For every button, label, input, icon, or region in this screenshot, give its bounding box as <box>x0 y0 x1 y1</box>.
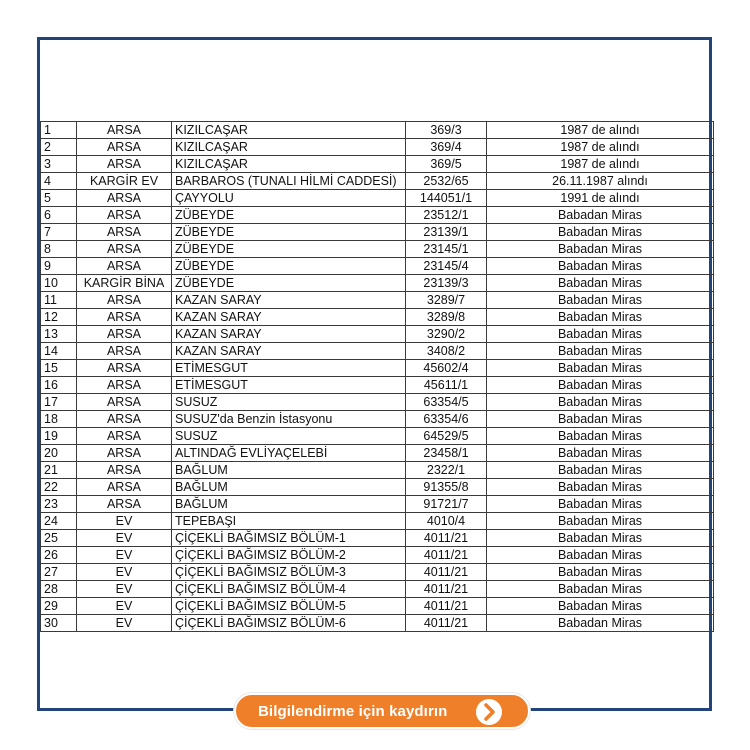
cell-parcel: 3290/2 <box>406 326 487 343</box>
cell-number: 22 <box>41 479 77 496</box>
table-row <box>41 513 714 530</box>
cell-note: Babadan Miras <box>487 564 714 581</box>
table-row <box>41 241 714 258</box>
cell-property-type: ARSA <box>77 411 172 428</box>
cell-number: 19 <box>41 428 77 445</box>
cell-note: Babadan Miras <box>487 513 714 530</box>
cell-property-type: ARSA <box>77 156 172 173</box>
table-row <box>41 360 714 377</box>
cell-property-type: ARSA <box>77 479 172 496</box>
cell-parcel: 91355/8 <box>406 479 487 496</box>
cell-note: 1991 de alındı <box>487 190 714 207</box>
cell-location: KAZAN SARAY <box>172 326 406 343</box>
cell-parcel: 3408/2 <box>406 343 487 360</box>
cell-parcel: 23145/1 <box>406 241 487 258</box>
cell-note: Babadan Miras <box>487 547 714 564</box>
cell-number: 20 <box>41 445 77 462</box>
cell-number: 27 <box>41 564 77 581</box>
cell-note: Babadan Miras <box>487 598 714 615</box>
table-row <box>41 411 714 428</box>
cell-note: Babadan Miras <box>487 326 714 343</box>
scroll-for-info-button[interactable] <box>234 693 530 729</box>
cell-parcel: 63354/6 <box>406 411 487 428</box>
cell-number: 3 <box>41 156 77 173</box>
cell-location: ÇAYYOLU <box>172 190 406 207</box>
cell-parcel: 2532/65 <box>406 173 487 190</box>
cell-parcel: 369/4 <box>406 139 487 156</box>
cell-property-type: ARSA <box>77 309 172 326</box>
cell-location: ÇİÇEKLİ BAĞIMSIZ BÖLÜM-6 <box>172 615 406 632</box>
table-row <box>41 275 714 292</box>
table-row <box>41 207 714 224</box>
cell-note: Babadan Miras <box>487 360 714 377</box>
table-row <box>41 462 714 479</box>
table-row <box>41 190 714 207</box>
table-row <box>41 479 714 496</box>
cell-note: Babadan Miras <box>487 496 714 513</box>
cell-parcel: 45611/1 <box>406 377 487 394</box>
cell-note: Babadan Miras <box>487 343 714 360</box>
cell-location: ETİMESGUT <box>172 377 406 394</box>
cell-property-type: EV <box>77 547 172 564</box>
cell-location: ÇİÇEKLİ BAĞIMSIZ BÖLÜM-5 <box>172 598 406 615</box>
cell-parcel: 23139/1 <box>406 224 487 241</box>
cell-property-type: EV <box>77 530 172 547</box>
cell-note: 1987 de alındı <box>487 122 714 139</box>
cell-location: KIZILCAŞAR <box>172 139 406 156</box>
table-row <box>41 496 714 513</box>
cell-number: 8 <box>41 241 77 258</box>
table-row <box>41 122 714 139</box>
cell-note: 1987 de alındı <box>487 139 714 156</box>
cell-number: 9 <box>41 258 77 275</box>
cell-number: 16 <box>41 377 77 394</box>
cell-location: ZÜBEYDE <box>172 207 406 224</box>
cell-number: 24 <box>41 513 77 530</box>
table-row <box>41 564 714 581</box>
cell-parcel: 369/5 <box>406 156 487 173</box>
cell-number: 29 <box>41 598 77 615</box>
cell-location: ZÜBEYDE <box>172 275 406 292</box>
cell-number: 10 <box>41 275 77 292</box>
cell-property-type: ARSA <box>77 190 172 207</box>
cell-property-type: ARSA <box>77 496 172 513</box>
cell-number: 23 <box>41 496 77 513</box>
cell-parcel: 23458/1 <box>406 445 487 462</box>
cell-property-type: EV <box>77 615 172 632</box>
cell-note: Babadan Miras <box>487 530 714 547</box>
table-row <box>41 173 714 190</box>
cell-note: 1987 de alındı <box>487 156 714 173</box>
table-row <box>41 139 714 156</box>
table-row <box>41 530 714 547</box>
cell-note: Babadan Miras <box>487 258 714 275</box>
cell-note: Babadan Miras <box>487 224 714 241</box>
cell-property-type: KARGİR BİNA <box>77 275 172 292</box>
cell-location: ETİMESGUT <box>172 360 406 377</box>
cell-property-type: ARSA <box>77 428 172 445</box>
table-row <box>41 547 714 564</box>
cell-property-type: ARSA <box>77 394 172 411</box>
cell-number: 6 <box>41 207 77 224</box>
cell-location: KIZILCAŞAR <box>172 122 406 139</box>
cell-property-type: EV <box>77 564 172 581</box>
cell-property-type: ARSA <box>77 224 172 241</box>
cell-parcel: 3289/7 <box>406 292 487 309</box>
cell-note: Babadan Miras <box>487 394 714 411</box>
cell-location: SUSUZ <box>172 394 406 411</box>
cell-parcel: 63354/5 <box>406 394 487 411</box>
cell-number: 1 <box>41 122 77 139</box>
cell-property-type: EV <box>77 598 172 615</box>
cell-parcel: 4011/21 <box>406 530 487 547</box>
table-row <box>41 445 714 462</box>
scroll-for-info-label: Bilgilendirme için kaydırın <box>258 702 448 720</box>
cell-location: KIZILCAŞAR <box>172 156 406 173</box>
table-row <box>41 598 714 615</box>
cell-property-type: ARSA <box>77 241 172 258</box>
cell-note: Babadan Miras <box>487 428 714 445</box>
cell-parcel: 2322/1 <box>406 462 487 479</box>
cell-note: Babadan Miras <box>487 445 714 462</box>
table-row <box>41 224 714 241</box>
cell-number: 11 <box>41 292 77 309</box>
cell-number: 4 <box>41 173 77 190</box>
table-row <box>41 292 714 309</box>
cell-property-type: ARSA <box>77 462 172 479</box>
table-row <box>41 428 714 445</box>
cell-number: 18 <box>41 411 77 428</box>
cell-parcel: 91721/7 <box>406 496 487 513</box>
cell-location: KAZAN SARAY <box>172 292 406 309</box>
cell-number: 7 <box>41 224 77 241</box>
cell-location: BAĞLUM <box>172 462 406 479</box>
cell-location: ZÜBEYDE <box>172 241 406 258</box>
cell-property-type: KARGİR EV <box>77 173 172 190</box>
asset-table <box>40 121 714 632</box>
cell-parcel: 4011/21 <box>406 564 487 581</box>
cell-number: 12 <box>41 309 77 326</box>
cell-note: Babadan Miras <box>487 462 714 479</box>
table-row <box>41 326 714 343</box>
cell-note: Babadan Miras <box>487 292 714 309</box>
cell-number: 13 <box>41 326 77 343</box>
cell-number: 14 <box>41 343 77 360</box>
cell-property-type: ARSA <box>77 377 172 394</box>
table-row <box>41 615 714 632</box>
cell-property-type: ARSA <box>77 258 172 275</box>
cell-location: KAZAN SARAY <box>172 343 406 360</box>
cell-location: ALTINDAĞ EVLİYAÇELEBİ <box>172 445 406 462</box>
cell-location: BAĞLUM <box>172 496 406 513</box>
cell-note: Babadan Miras <box>487 615 714 632</box>
cell-number: 25 <box>41 530 77 547</box>
cell-location: ZÜBEYDE <box>172 224 406 241</box>
cell-parcel: 144051/1 <box>406 190 487 207</box>
cell-parcel: 4011/21 <box>406 615 487 632</box>
cell-note: Babadan Miras <box>487 479 714 496</box>
cell-note: Babadan Miras <box>487 581 714 598</box>
cell-number: 26 <box>41 547 77 564</box>
cell-parcel: 23139/3 <box>406 275 487 292</box>
cell-note: Babadan Miras <box>487 309 714 326</box>
chevron-right-circle-icon <box>476 699 502 725</box>
cell-location: ÇİÇEKLİ BAĞIMSIZ BÖLÜM-3 <box>172 564 406 581</box>
cell-property-type: EV <box>77 513 172 530</box>
cell-number: 2 <box>41 139 77 156</box>
cell-number: 28 <box>41 581 77 598</box>
cell-parcel: 4010/4 <box>406 513 487 530</box>
asset-table-body <box>41 122 714 632</box>
cell-property-type: ARSA <box>77 207 172 224</box>
table-row <box>41 309 714 326</box>
cell-parcel: 23145/4 <box>406 258 487 275</box>
cell-property-type: ARSA <box>77 292 172 309</box>
cell-location: ÇİÇEKLİ BAĞIMSIZ BÖLÜM-2 <box>172 547 406 564</box>
cell-parcel: 45602/4 <box>406 360 487 377</box>
cell-note: Babadan Miras <box>487 207 714 224</box>
cell-location: ÇİÇEKLİ BAĞIMSIZ BÖLÜM-1 <box>172 530 406 547</box>
table-row <box>41 343 714 360</box>
table-row <box>41 581 714 598</box>
cell-location: SUSUZ'da Benzin İstasyonu <box>172 411 406 428</box>
cell-parcel: 369/3 <box>406 122 487 139</box>
cell-note: Babadan Miras <box>487 275 714 292</box>
cell-property-type: ARSA <box>77 326 172 343</box>
cell-location: SUSUZ <box>172 428 406 445</box>
cell-location: ZÜBEYDE <box>172 258 406 275</box>
cell-property-type: EV <box>77 581 172 598</box>
cell-note: Babadan Miras <box>487 377 714 394</box>
document-frame <box>37 37 712 711</box>
table-row <box>41 394 714 411</box>
cell-parcel: 23512/1 <box>406 207 487 224</box>
cell-property-type: ARSA <box>77 139 172 156</box>
table-row <box>41 258 714 275</box>
cell-number: 30 <box>41 615 77 632</box>
cell-number: 17 <box>41 394 77 411</box>
cell-number: 21 <box>41 462 77 479</box>
cell-location: BAĞLUM <box>172 479 406 496</box>
cell-location: ÇİÇEKLİ BAĞIMSIZ BÖLÜM-4 <box>172 581 406 598</box>
cell-property-type: ARSA <box>77 360 172 377</box>
cell-number: 15 <box>41 360 77 377</box>
cell-property-type: ARSA <box>77 122 172 139</box>
cell-parcel: 4011/21 <box>406 581 487 598</box>
cell-location: TEPEBAŞI <box>172 513 406 530</box>
cell-property-type: ARSA <box>77 445 172 462</box>
cell-note: Babadan Miras <box>487 411 714 428</box>
cell-number: 5 <box>41 190 77 207</box>
table-row <box>41 377 714 394</box>
cell-parcel: 4011/21 <box>406 547 487 564</box>
table-row <box>41 156 714 173</box>
cell-parcel: 64529/5 <box>406 428 487 445</box>
cell-location: KAZAN SARAY <box>172 309 406 326</box>
cell-parcel: 4011/21 <box>406 598 487 615</box>
cell-property-type: ARSA <box>77 343 172 360</box>
cell-parcel: 3289/8 <box>406 309 487 326</box>
cell-note: Babadan Miras <box>487 241 714 258</box>
cell-note: 26.11.1987 alındı <box>487 173 714 190</box>
cell-location: BARBAROS (TUNALI HİLMİ CADDESİ) <box>172 173 406 190</box>
